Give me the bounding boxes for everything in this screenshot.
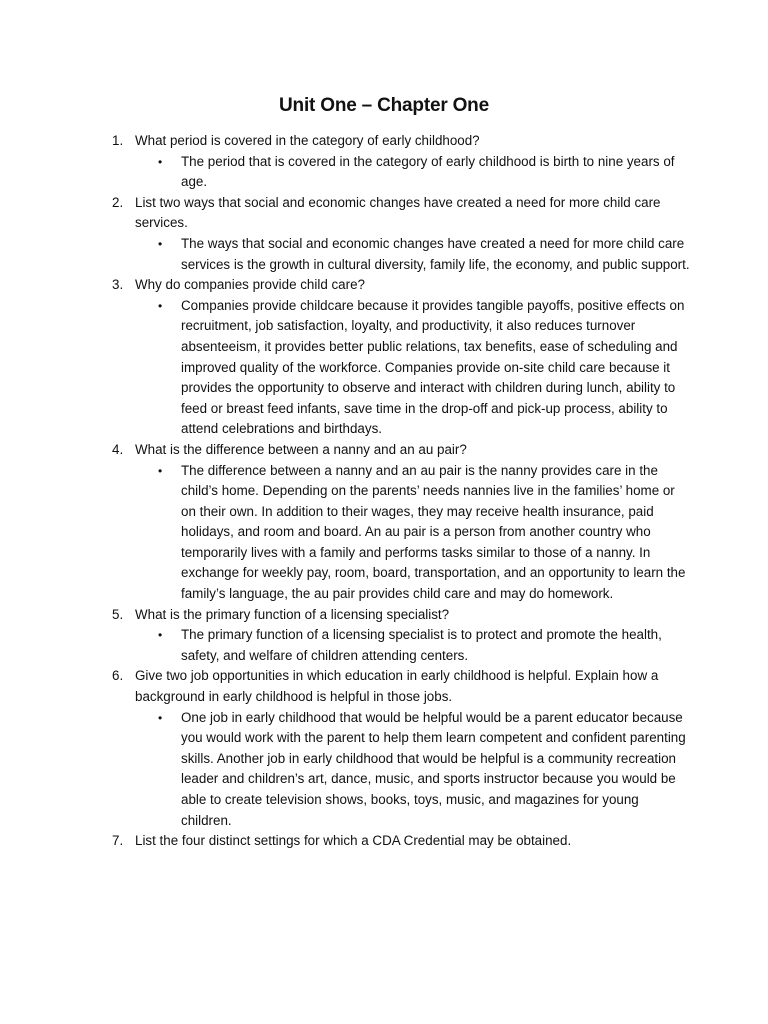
answer-text: One job in early childhood that would be helpful would be a parent educator because you would work with the parent to help them learn competent and confident parenting skills. Another job in early childhood that would be helpful is a community recreation leader and children’s art, dance, music, and sports instructor because you would be able to create television shows, books, toys, music, and magazines for young children. [181,709,686,828]
question-item [112,193,692,275]
question-item [112,275,692,440]
question-number: 5. [112,606,124,622]
question-text: Why do companies provide child care? [135,277,365,293]
question-number: 7. [112,833,124,849]
question-number: 1. [112,133,124,148]
question-item [112,831,692,852]
answer-item [158,461,692,605]
answer-item [158,234,692,275]
question-text: Give two job opportunities in which education in early childhood is helpful. Explain how a background in early childhood is helpful in those jobs. [135,668,659,705]
bullet-icon: • [158,298,163,313]
question-text: What period is covered in the category of early childhood? [135,133,480,148]
answer-list [135,296,692,440]
answer-item [158,708,692,832]
bullet-icon: • [158,710,163,725]
answer-list [135,708,692,832]
answer-list [135,234,692,275]
question-item [112,131,692,193]
bullet-icon: • [158,463,163,478]
answer-text: Companies provide childcare because it provides tangible payoffs, positive effects on recruitment, job satisfaction, loyalty, and productivity, it also reduces turnover absenteeism, it provides better public relations, tax benefits, ease of scheduling and improved quality of the workforce. Companies provide on-site child care because it provides the opportunity to observe and interact with children during lunch, ability to feed or breast feed infants, save time in the drop-off and pick-up process, ability to attend celebrations and birthdays. [181,297,685,437]
question-item [112,666,692,831]
question-item [112,605,692,667]
question-number: 2. [112,194,124,210]
question-text: What is the primary function of a licensing specialist? [135,606,450,622]
bullet-icon: • [158,628,163,643]
answer-item [158,296,692,440]
question-number: 3. [112,277,124,293]
answer-text: The period that is covered in the category of early childhood is birth to nine years of age. [181,153,675,190]
question-number: 6. [112,668,124,684]
answer-item [158,152,692,193]
answer-text: The difference between a nanny and an au pair is the nanny provides care in the child’s home. Depending on the parents’ needs nannies live in the families’ home or on their own. In addition to their wages, they may receive health insurance, paid holidays, and room and board. An au pair is a person from another country who temporarily lives with a family and performs tasks similar to those of a nanny. In exchange for weekly pay, room, board, transportation, and an opportunity to learn the family’s language, the au pair provides child care and may do homework. [181,462,686,602]
answer-item [158,625,692,666]
bullet-icon: • [158,236,163,251]
question-text: List two ways that social and economic changes have created a need for more child care services. [135,194,661,231]
answer-text: The ways that social and economic changes have created a need for more child care services is the growth in cultural diversity, family life, the economy, and public support. [181,235,690,272]
bullet-icon: • [158,154,163,169]
question-text: List the four distinct settings for which a CDA Credential may be obtained. [135,833,572,849]
question-list [112,131,692,852]
question-text: What is the difference between a nanny and an au pair? [135,441,467,457]
question-number: 4. [112,441,124,457]
question-item [112,440,692,605]
page-title: Unit One – Chapter One [279,95,489,116]
answer-list [135,152,692,193]
answer-list [135,625,692,666]
answer-text: The primary function of a licensing specialist is to protect and promote the health, safety, and welfare of children attending centers. [181,627,662,663]
answer-list [135,461,692,605]
